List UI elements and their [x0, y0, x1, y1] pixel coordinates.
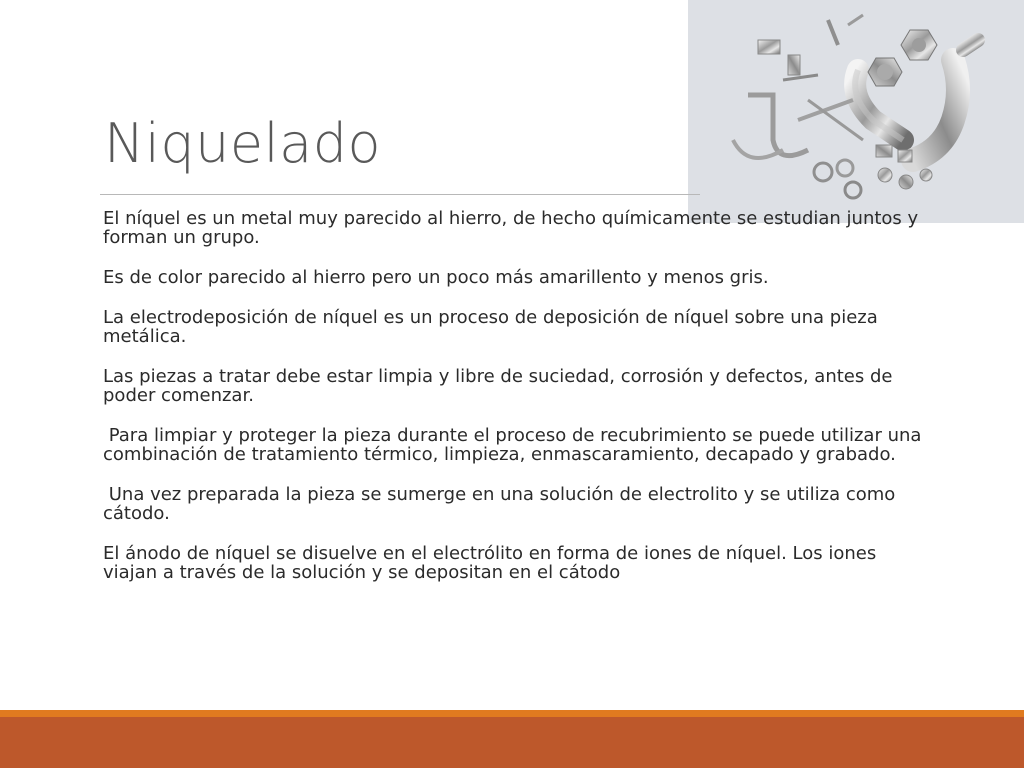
slide-body: [103, 209, 933, 603]
slide-title: Niquelado: [104, 112, 382, 175]
footer-bar: [0, 717, 1024, 768]
paragraph: El níquel es un metal muy parecido al hierro, de hecho químicamente se estudian juntos y forman un grupo.: [103, 208, 919, 248]
paragraph: Es de color parecido al hierro pero un poco más amarillento y menos gris.: [103, 267, 769, 288]
paragraph: El ánodo de níquel se disuelve en el electrólito en forma de iones de níquel. Los iones viajan a través de la solución y se depositan en el cátodo: [103, 543, 877, 583]
paragraph: Una vez preparada la pieza se sumerge en una solución de electrolito y se utiliza como cátodo.: [103, 484, 902, 524]
title-divider: [100, 194, 700, 195]
paragraph: Las piezas a tratar debe estar limpia y libre de suciedad, corrosión y defectos, antes de poder comenzar.: [103, 366, 893, 406]
paragraph: Para limpiar y proteger la pieza durante el proceso de recubrimiento se puede utilizar una combinación de tratamiento térmico, limpieza, enmascaramiento, decapado y grabado.: [103, 425, 928, 465]
paragraph: La electrodeposición de níquel es un proceso de deposición de níquel sobre una pieza metálica.: [103, 307, 878, 347]
footer-accent-bar: [0, 710, 1024, 717]
nickel-parts-photo: [688, 0, 1024, 223]
